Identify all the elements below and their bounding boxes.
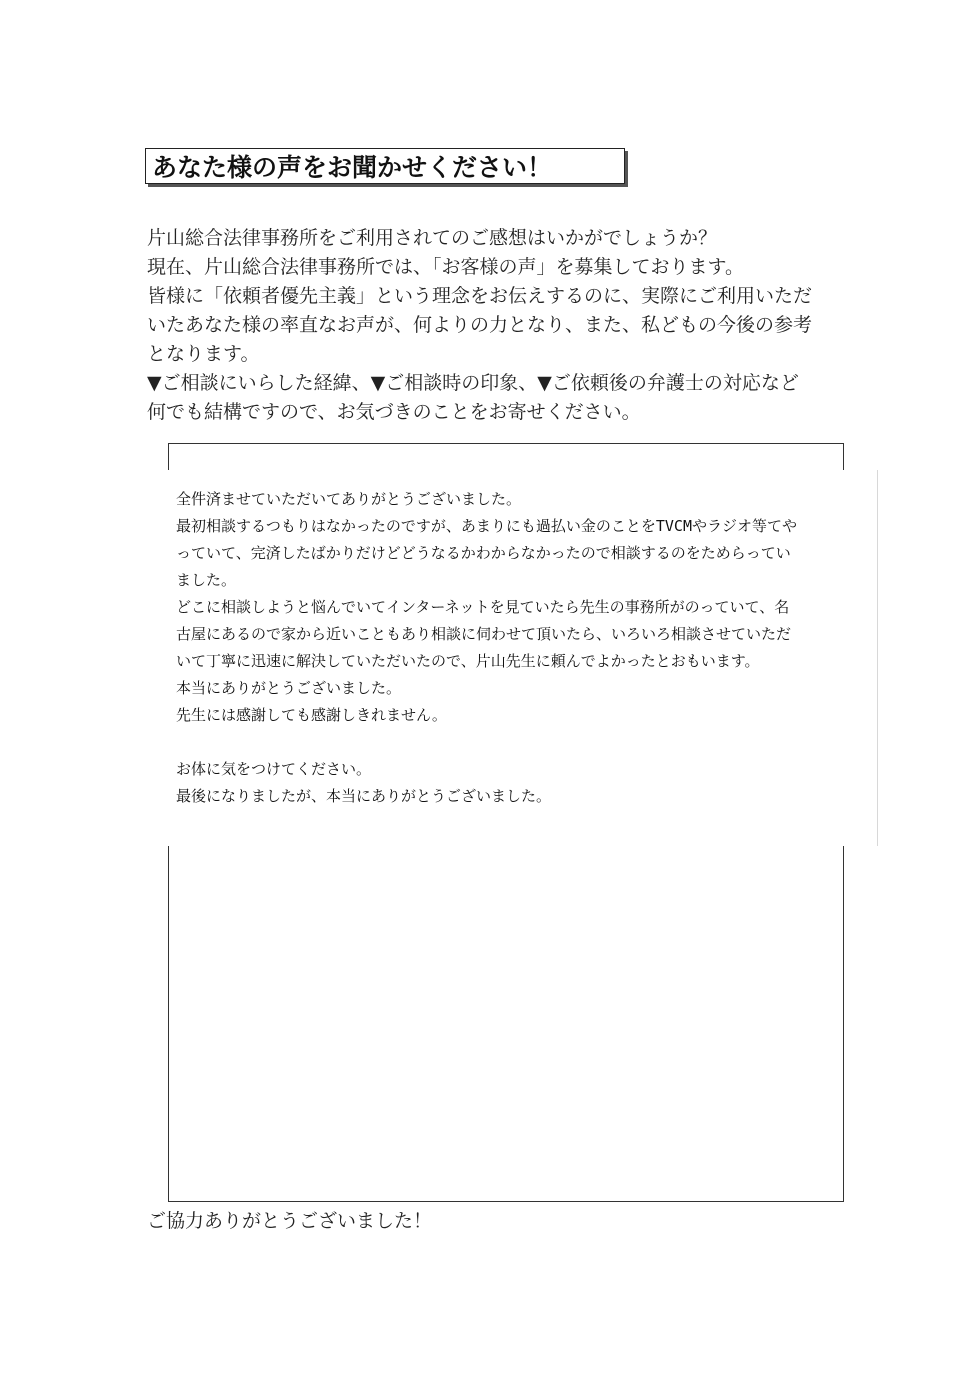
response-line: お体に気をつけてください。 bbox=[176, 760, 372, 778]
intro-text bbox=[147, 224, 867, 427]
closing-thanks: ご協力ありがとうございました！ bbox=[147, 1210, 433, 1232]
intro-line: 皆様に「依頼者優先主義」という理念をお伝えするのに、実際にご利用いただ bbox=[147, 285, 813, 307]
response-line: 最初相談するつもりはなかったのですが、あまりにも過払い金のことをTVCMやラジオ等てや bbox=[176, 517, 797, 535]
response-line: いて丁寧に迅速に解決していただいたので、片山先生に頼んでよかったとおもいます。 bbox=[176, 652, 760, 670]
response-line: 先生には感謝しても感謝しきれません。 bbox=[176, 706, 447, 724]
intro-line: となります。 bbox=[147, 343, 260, 365]
intro-line: 片山総合法律事務所をご利用されてのご感想はいかがでしょうか？ bbox=[147, 227, 718, 249]
response-line: ました。 bbox=[176, 571, 237, 589]
page-title: あなた様の声をお聞かせください！ bbox=[152, 153, 553, 182]
title-banner bbox=[145, 148, 625, 184]
intro-line: 現在、片山総合法律事務所では、「お客様の声」を募集しております。 bbox=[147, 256, 744, 278]
response-line: どこに相談しようと悩んでいてインターネットを見ていたら先生の事務所がのっていて、名 bbox=[176, 598, 790, 616]
response-line: 古屋にあるので家から近いこともあり相談に伺わせて頂いたら、いろいろ相談させていただ bbox=[176, 625, 792, 643]
intro-line: ▼ご相談にいらした経緯、▼ご相談時の印象、▼ご依頼後の弁護士の対応など bbox=[147, 372, 799, 394]
intro-line: 何でも結構ですので、お気づきのことをお寄せください。 bbox=[147, 401, 641, 423]
response-line: 本当にありがとうございました。 bbox=[176, 679, 402, 697]
response-blank-line bbox=[176, 729, 876, 756]
response-line: っていて、完済したばかりだけどどうなるかわからなかったので相談するのをためらってい bbox=[176, 544, 791, 562]
pasted-response-card bbox=[148, 470, 878, 846]
response-line: 最後になりましたが、本当にありがとうございました。 bbox=[176, 787, 552, 805]
response-text bbox=[176, 486, 876, 810]
intro-line: いたあなた様の率直なお声が、何よりの力となり、また、私どもの今後の参考 bbox=[147, 314, 813, 336]
response-line: 全件済ませていただいてありがとうございました。 bbox=[176, 490, 522, 508]
